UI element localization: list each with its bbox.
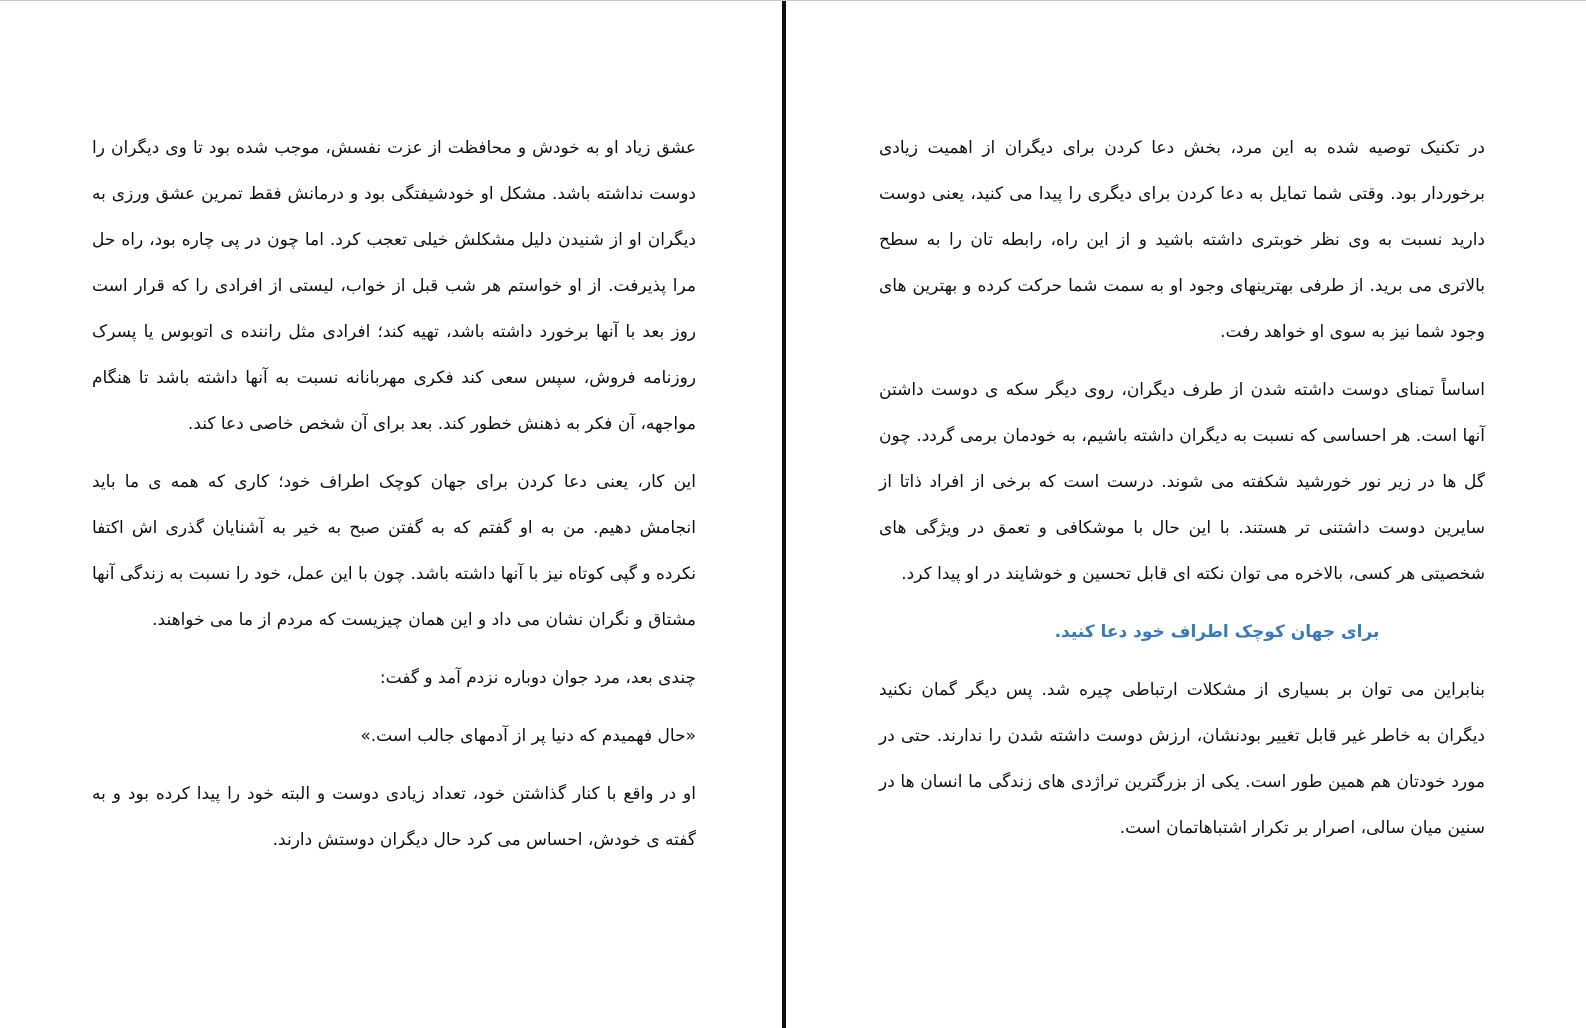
right-page-text [879,125,1485,863]
paragraph: بنابراین می توان بر بسیاری از مشکلات ارتباطی چیره شد. پس دیگر گمان نکنید دیگران به خاطر غیر قابل تغییر بودنشان، ارزش دوست داشته شدن را ندارند. حتی در مورد خودتان هم همین طور است. یکی از بزرگترین تراژدی های زندگی ما انسان ها در سنین میان سالی، اصرار بر تکرار اشتباهاتمان است. [879,680,1485,838]
paragraph: او در واقع با کنار گذاشتن خود، تعداد زیادی دوست و البته خود را پیدا کرده بود و به گفته ی خودش، احساس می کرد حال دیگران دوستش دارند. [92,784,696,850]
paragraph: در تکنیک توصیه شده به این مرد، بخش دعا کردن برای دیگران از اهمیت زیادی برخوردار بود. وقتی شما تمایل به دعا کردن برای دیگری را پیدا می کنید، یعنی دوست دارید نسبت به وی نظر خوبتری داشته باشید و از این راه، رابطه تان را به سطح بالاتری می برید. از طرفی بهترینهای وجود او به سمت شما حرکت کرده و بهترین های وجود شما نیز به سوی او خواهد رفت. [879,138,1485,342]
paragraph: این کار، یعنی دعا کردن برای جهان کوچک اطراف خود؛ کاری که همه ی ما باید انجامش دهیم. من به او گفتم که به گفتن صبح به خیر به آشنایان گذری اش اکتفا نکرده و گپی کوتاه نیز با آنها داشته باشد. چون با این عمل، خود را نسبت به زندگی آنها مشتاق و نگران نشان می داد و این همان چیزیست که مردم از ما می خواهند. [92,472,696,630]
paragraph: چندی بعد، مرد جوان دوباره نزدم آمد و گفت: [379,668,696,688]
section-heading: برای جهان کوچک اطراف خود دعا کنید. [1054,622,1380,642]
left-page-text [92,125,696,875]
paragraph: اساساً تمنای دوست داشته شدن از طرف دیگران، روی دیگر سکه ی دوست داشتن آنها است. هر احساسی که نسبت به دیگران داشته باشیم، به خودمان برمی گردد. چون گل ها در زیر نور خورشید شکفته می شوند. درست است که برخی از افراد ذاتا از سایرین دوست داشتنی تر هستند. با این حال با موشکافی و تعمق در ویژگی های شخصیتی هر کسی، بالاخره می توان نکته ای قابل تحسین و خوشایند در او پیدا کرد. [879,380,1485,584]
paragraph: عشق زیاد او به خودش و محافظت از عزت نفسش، موجب شده بود تا وی دیگران را دوست نداشته باشد. مشکل او خودشیفتگی بود و درمانش فقط تمرین عشق ورزی به دیگران او از شنیدن دلیل مشکلش خیلی تعجب کرد. اما چون در پی چاره بود، راه حل مرا پذیرفت. از او خواستم هر شب قبل از خواب، لیستی از افرادی را که قرار است روز بعد با آنها برخورد داشته باشد، تهیه کند؛ افرادی مثل راننده ی اتوبوس یا پسرک روزنامه فروش، سپس سعی کند فکری مهربانانه نسبت به آنها داشته باشد تا هنگام مواجهه، آن فکر به ذهنش خطور کند. بعد برای آن شخص خاصی دعا کند. [92,138,696,434]
left-page [0,1,782,1028]
right-page [786,1,1586,1028]
quote-paragraph: «حال فهمیدم که دنیا پر از آدمهای جالب است.» [360,726,696,746]
